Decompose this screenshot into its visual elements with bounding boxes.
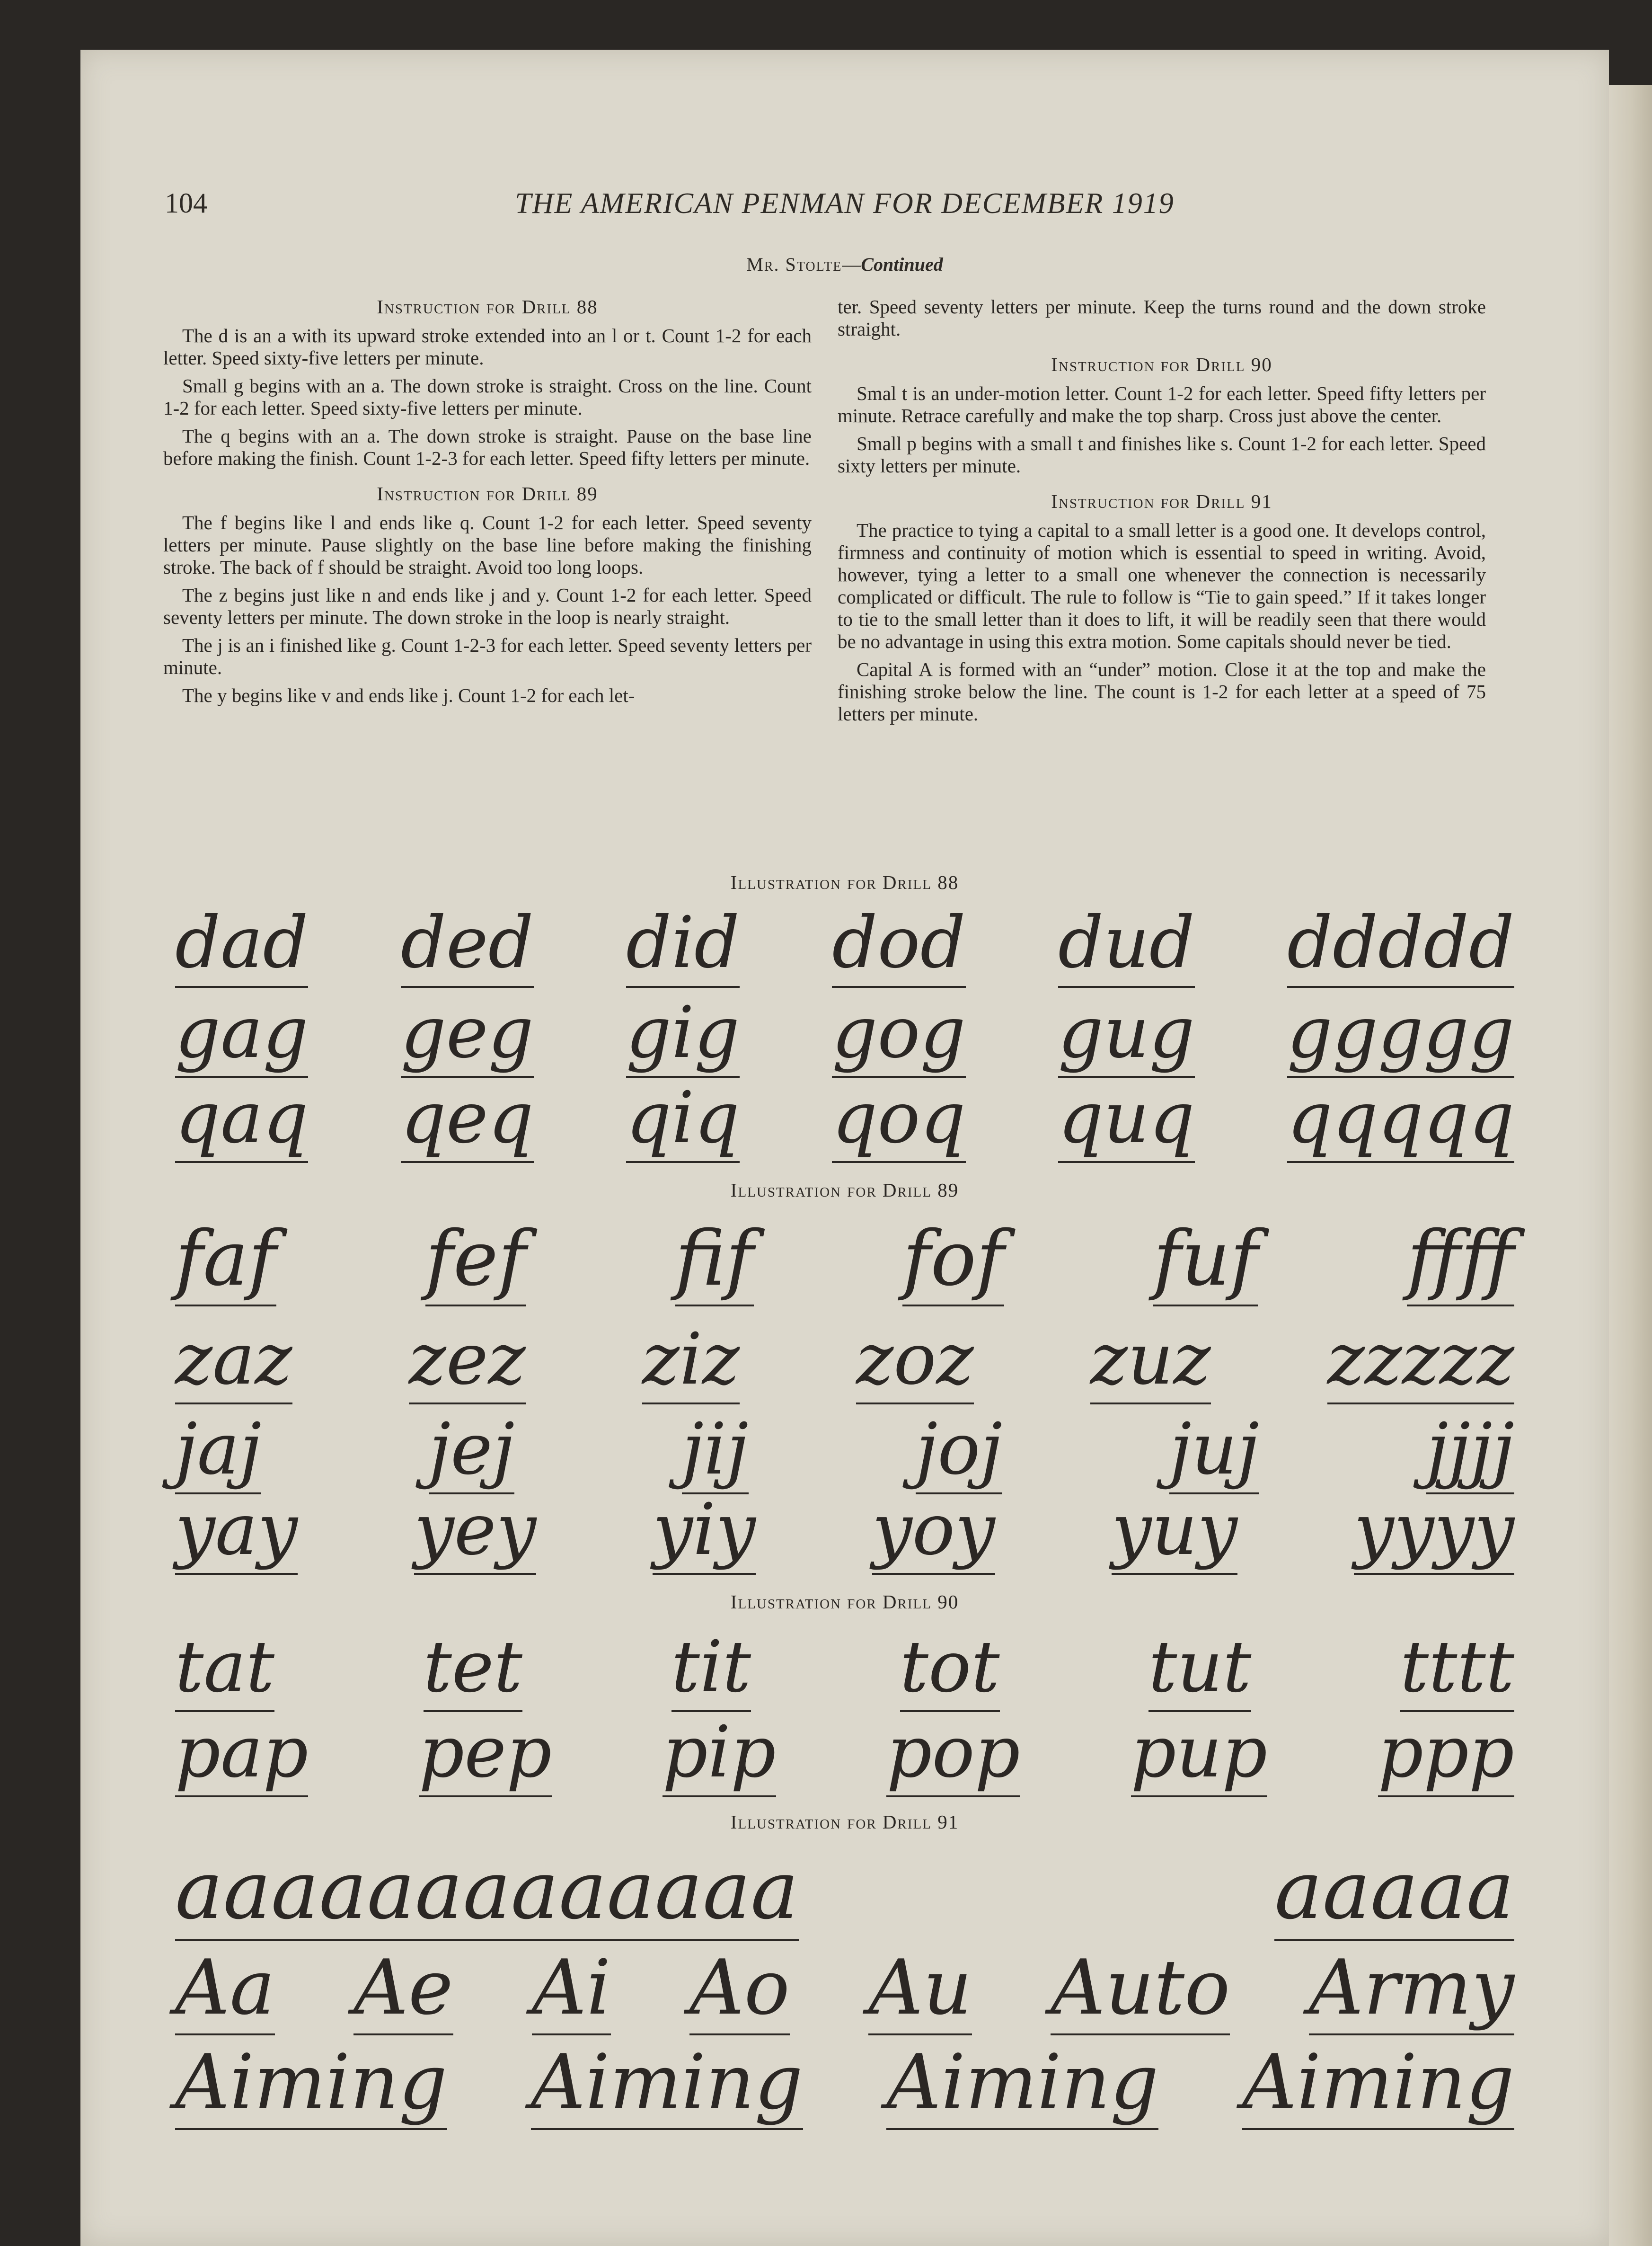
script-word: Aiming	[531, 2038, 803, 2130]
running-head: THE AMERICAN PENMAN FOR DECEMBER 1919	[515, 187, 1175, 220]
script-word: tot	[900, 1626, 1000, 1712]
author-continued: Continued	[861, 254, 943, 275]
script-word: zoz	[856, 1318, 973, 1404]
script-word: gog	[832, 992, 965, 1078]
right-text-column	[838, 296, 1486, 731]
script-word: Aa	[175, 1943, 275, 2035]
script-word: Army	[1309, 1943, 1514, 2035]
paragraph: The f begins like l and ends like q. Count 1-2 for each letter. Speed seventy letters per minute. Pause slightly on the base line before making the finishing stroke. The back of f should be straight. Avoid too long loops.	[163, 512, 812, 578]
script-word: gug	[1058, 992, 1195, 1078]
script-word: zez	[409, 1318, 526, 1404]
instruction-heading: Instruction for Drill 88	[377, 296, 598, 318]
script-word: fuf	[1153, 1214, 1258, 1306]
script-row	[175, 1711, 1514, 1797]
script-word: ppp	[1378, 1711, 1514, 1797]
script-row	[175, 1943, 1514, 2035]
paragraph: The practice to tying a capital to a small letter is a good one. It develops control, firmness and continuity of motion which is essential to speed in writing. Avoid, however, tying a letter to a small one whenever the connection is necessarily complicated or difficult. The rule to follow is “Tie to gain speed.” If it takes longer to tie to the small letter than it does to lift, it will be readily seen that there would be no advantage in using this extra motion. Some capitals should never be tied.	[838, 519, 1486, 652]
paragraph: Smal t is an under-motion letter. Count 1-2 for each letter. Speed fifty letters per minute. Retrace carefully and make the top sharp. Cross just above the center.	[838, 382, 1486, 426]
script-word: fef	[425, 1214, 526, 1306]
script-row	[175, 1077, 1514, 1163]
author-name: Mr. Stolte	[746, 254, 842, 275]
script-word: tit	[671, 1626, 751, 1712]
script-word: aaaaaaaaaaaaa	[175, 1844, 799, 1941]
script-row	[175, 1489, 1514, 1575]
script-word: pup	[1131, 1711, 1268, 1797]
paragraph: The j is an i finished like g. Count 1-2-3 for each letter. Speed seventy letters per minute.	[163, 634, 812, 678]
script-word: Aiming	[886, 2038, 1158, 2130]
script-word: yiy	[653, 1489, 755, 1575]
script-word: ggggg	[1287, 992, 1514, 1078]
paragraph: The y begins like v and ends like j. Count 1-2 for each let-	[182, 684, 635, 706]
script-word: qeq	[401, 1077, 534, 1163]
author-line	[80, 253, 1609, 275]
instruction-heading: Instruction for Drill 91	[1051, 490, 1272, 512]
script-word: jij	[682, 1408, 749, 1494]
paragraph: The q begins with an a. The down stroke is straight. Pause on the base line before making the finish. Count 1-2-3 for each letter. Speed fifty letters per minute.	[163, 425, 812, 469]
instruction-heading: Instruction for Drill 89	[377, 483, 598, 505]
instruction-heading: Instruction for Drill 90	[1051, 354, 1272, 375]
script-word: Ai	[532, 1943, 611, 2035]
script-row	[175, 1318, 1514, 1404]
script-word: fif	[675, 1214, 754, 1306]
script-word: dod	[832, 902, 965, 988]
script-word: geg	[401, 992, 534, 1078]
script-row	[175, 1214, 1514, 1306]
script-word: Ae	[353, 1943, 453, 2035]
paragraph: Capital A is formed with an “under” motion. Close it at the top and make the finishing stroke below the line. The count is 1-2 for each letter at a speed of 75 letters per minute.	[838, 658, 1486, 725]
paragraph: Small p begins with a small t and finishes like s. Count 1-2 for each letter. Speed sixty letters per minute.	[838, 433, 1486, 477]
script-word: jej	[429, 1408, 515, 1494]
script-word: zuz	[1090, 1318, 1211, 1404]
script-word: dud	[1058, 902, 1195, 988]
script-word: tut	[1148, 1626, 1251, 1712]
script-word: qiq	[626, 1077, 740, 1163]
script-word: aaaaa	[1274, 1844, 1514, 1941]
paragraph: ter. Speed seventy letters per minute. Keep the turns round and the down stroke straight.	[838, 296, 1486, 340]
script-word: jaj	[175, 1408, 261, 1494]
script-word: ziz	[642, 1318, 740, 1404]
script-word: ffff	[1407, 1214, 1514, 1306]
paragraph: Small g begins with an a. The down stroke is straight. Cross on the line. Count 1-2 for each letter. Speed sixty-five letters per minute.	[163, 375, 812, 419]
script-word: gag	[175, 992, 308, 1078]
script-word: tat	[175, 1626, 274, 1712]
script-word: ded	[401, 902, 534, 988]
illustration-heading-drill-90: Illustration for Drill 90	[730, 1591, 959, 1613]
script-word: Aiming	[1242, 2038, 1514, 2130]
script-word: yay	[175, 1489, 298, 1575]
script-word: pep	[419, 1711, 552, 1797]
illustration-heading-drill-89: Illustration for Drill 89	[730, 1179, 959, 1201]
script-word: ddddd	[1287, 902, 1514, 988]
script-word: yoy	[872, 1489, 995, 1575]
paragraph: The d is an a with its upward stroke extended into an l or t. Count 1-2 for each letter. Speed sixty-five letters per minute.	[163, 325, 812, 369]
script-word: qqqqq	[1287, 1077, 1514, 1163]
script-word: pap	[175, 1711, 308, 1797]
script-word: dad	[175, 902, 308, 988]
page-number: 104	[165, 187, 207, 219]
script-word: pip	[663, 1711, 776, 1797]
script-word: zzzzz	[1327, 1318, 1514, 1404]
script-row	[175, 902, 1514, 988]
script-word: Ao	[689, 1943, 790, 2035]
script-word: yey	[414, 1489, 536, 1575]
script-word: did	[626, 902, 740, 988]
script-word: tet	[424, 1626, 522, 1712]
script-row	[175, 2038, 1514, 2130]
illustration-heading-drill-88: Illustration for Drill 88	[730, 871, 959, 893]
paragraph: The z begins just like n and ends like j and y. Count 1-2 for each letter. Speed seventy letters per minute. The down stroke in the loop is nearly straight.	[163, 584, 812, 628]
script-word: juj	[1169, 1408, 1259, 1494]
script-word: gig	[626, 992, 740, 1078]
script-row	[175, 1626, 1514, 1712]
script-word: qaq	[175, 1077, 308, 1163]
script-row	[175, 992, 1514, 1078]
script-word: yyyy	[1354, 1489, 1514, 1575]
script-word: fof	[902, 1214, 1004, 1306]
script-word: qoq	[832, 1077, 965, 1163]
script-word: Au	[868, 1943, 972, 2035]
script-word: faf	[175, 1214, 276, 1306]
script-word: joj	[916, 1408, 1002, 1494]
script-word: zaz	[175, 1318, 292, 1404]
magazine-page	[80, 50, 1609, 2246]
author-dash: —	[842, 254, 861, 275]
script-word: yuy	[1112, 1489, 1237, 1575]
script-word: tttt	[1400, 1626, 1514, 1712]
script-word: Aiming	[175, 2038, 447, 2130]
script-row	[175, 1408, 1514, 1494]
script-row	[175, 1844, 1514, 1941]
left-text-column	[163, 296, 812, 712]
script-word: quq	[1058, 1077, 1195, 1163]
script-word: Auto	[1051, 1943, 1230, 2035]
script-word: jjjj	[1426, 1408, 1514, 1494]
adjacent-page-edge	[1609, 85, 1652, 2246]
script-word: pop	[886, 1711, 1020, 1797]
illustration-heading-drill-91: Illustration for Drill 91	[730, 1811, 959, 1833]
